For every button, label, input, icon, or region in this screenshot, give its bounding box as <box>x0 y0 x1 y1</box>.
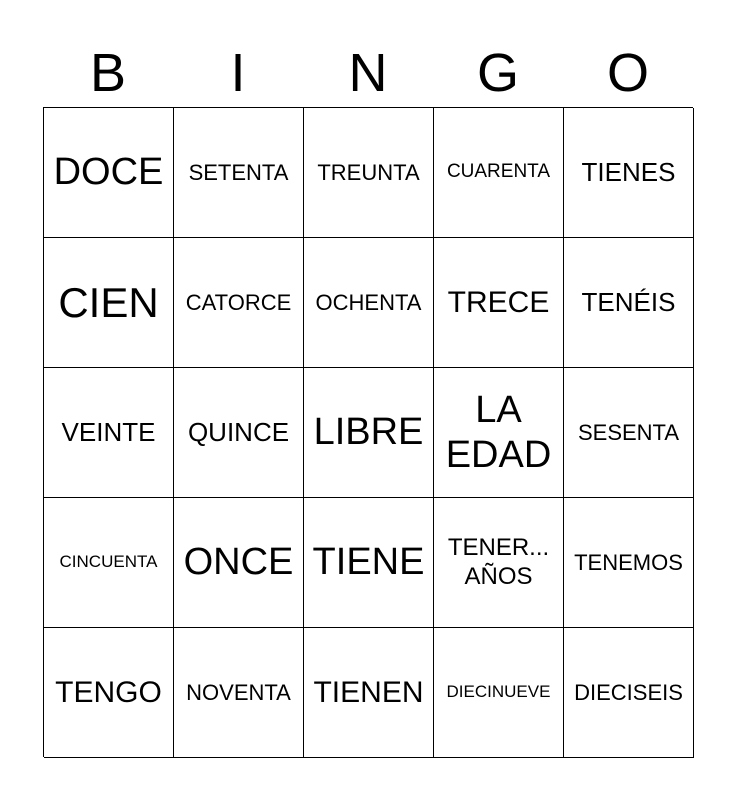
header-letter-n: N <box>348 43 388 103</box>
cell-label: LIBRE <box>313 411 424 454</box>
bingo-cell[interactable] <box>434 108 564 238</box>
cell-label: CINCUENTA <box>59 552 158 572</box>
bingo-cell[interactable] <box>174 368 304 498</box>
header-letter-b: B <box>89 43 127 103</box>
cell-label: CIEN <box>58 278 159 326</box>
cell-label: TENER... AÑOS <box>447 534 550 590</box>
cell-label: LA EDAD <box>445 388 552 476</box>
bingo-cell[interactable] <box>564 498 694 628</box>
cell-label: VEINTE <box>61 417 156 448</box>
cell-label: SESENTA <box>577 419 680 445</box>
bingo-cell[interactable] <box>174 498 304 628</box>
bingo-cell[interactable] <box>304 628 434 758</box>
cell-label: DIECINUEVE <box>446 682 551 702</box>
cell-label: CATORCE <box>185 289 292 315</box>
bingo-cell[interactable] <box>564 108 694 238</box>
cell-label: OCHENTA <box>315 289 422 315</box>
bingo-cell[interactable] <box>44 368 174 498</box>
bingo-cell[interactable] <box>434 498 564 628</box>
bingo-cell[interactable] <box>434 628 564 758</box>
header-letter-o: O <box>606 43 649 103</box>
cell-label: ONCE <box>183 541 294 584</box>
cell-label: TENÉIS <box>581 287 676 318</box>
bingo-cell[interactable] <box>564 238 694 368</box>
cell-label: CUARENTA <box>446 161 551 183</box>
header-letter-g: G <box>476 43 519 103</box>
bingo-cell[interactable] <box>434 238 564 368</box>
bingo-cell[interactable] <box>174 628 304 758</box>
cell-label: SETENTA <box>188 159 289 185</box>
bingo-cell[interactable] <box>434 368 564 498</box>
bingo-cell[interactable] <box>44 108 174 238</box>
cell-label: DIECISEIS <box>574 679 683 705</box>
bingo-cell[interactable] <box>44 238 174 368</box>
bingo-board <box>43 107 693 757</box>
cell-label: TENEMOS <box>574 549 683 575</box>
cell-label: TENGO <box>55 675 162 709</box>
bingo-header <box>43 40 693 106</box>
bingo-cell[interactable] <box>564 368 694 498</box>
bingo-cell[interactable] <box>304 108 434 238</box>
bingo-cell[interactable] <box>564 628 694 758</box>
cell-label: TIENES <box>581 157 676 188</box>
cell-label: TREUNTA <box>317 159 420 185</box>
bingo-cell[interactable] <box>174 108 304 238</box>
cell-label: QUINCE <box>187 417 290 448</box>
cell-label: TIENE <box>312 541 425 584</box>
bingo-free-cell[interactable] <box>304 368 434 498</box>
bingo-cell[interactable] <box>304 498 434 628</box>
bingo-cell[interactable] <box>174 238 304 368</box>
cell-label: TIENEN <box>313 675 424 709</box>
cell-label: TRECE <box>447 285 550 319</box>
bingo-cell[interactable] <box>44 498 174 628</box>
cell-label: NOVENTA <box>186 679 291 705</box>
cell-label: DOCE <box>53 151 164 194</box>
header-letter-i: I <box>230 43 246 103</box>
bingo-cell[interactable] <box>304 238 434 368</box>
bingo-cell[interactable] <box>44 628 174 758</box>
